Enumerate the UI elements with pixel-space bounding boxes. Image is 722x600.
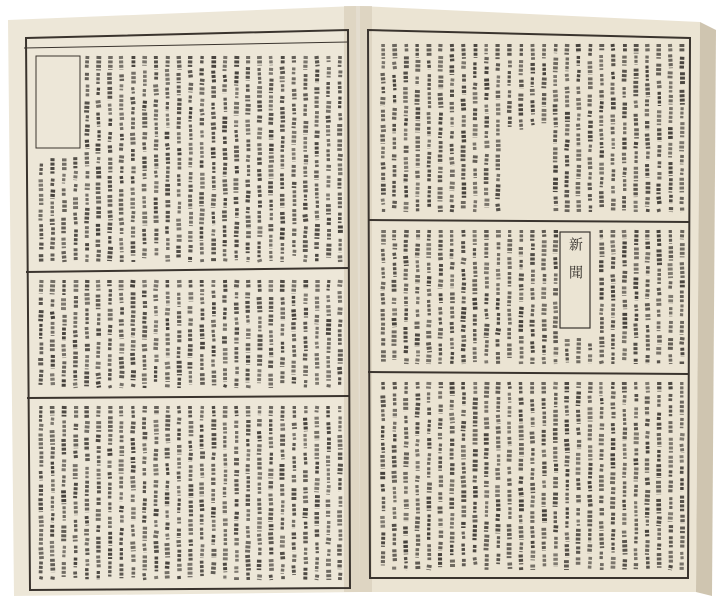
text-stroke — [340, 464, 341, 474]
text-stroke — [532, 496, 533, 508]
text-stroke — [259, 534, 260, 545]
text-stroke — [201, 500, 202, 511]
text-stroke — [452, 352, 453, 364]
text-stroke — [532, 288, 533, 301]
text-stroke — [63, 344, 64, 358]
text-stroke — [133, 422, 134, 434]
text-stroke — [328, 280, 329, 291]
text-stroke — [133, 406, 134, 419]
text-stroke — [647, 382, 648, 393]
text-stroke — [475, 298, 476, 311]
text-stroke — [248, 216, 249, 229]
text-stroke — [532, 399, 533, 413]
text-stroke — [647, 83, 648, 97]
text-stroke — [213, 507, 214, 517]
text-stroke — [259, 444, 260, 455]
text-stroke — [589, 495, 590, 507]
text-stroke — [670, 481, 671, 493]
text-stroke — [259, 185, 260, 197]
text-stroke — [590, 44, 591, 57]
text-stroke — [178, 219, 179, 231]
text-stroke — [394, 549, 395, 561]
text-stroke — [87, 102, 88, 113]
text-stroke — [328, 305, 329, 316]
text-stroke — [452, 322, 453, 333]
text-stroke — [647, 252, 648, 262]
text-stroke — [567, 456, 568, 467]
text-stroke — [87, 125, 88, 136]
text-stroke — [282, 228, 283, 241]
text-stroke — [179, 202, 180, 215]
text-stroke — [601, 101, 602, 112]
text-stroke — [475, 200, 476, 212]
text-stroke — [271, 532, 272, 545]
text-stroke — [305, 294, 306, 304]
text-stroke — [567, 544, 568, 557]
text-stroke — [486, 417, 487, 430]
text-stroke — [225, 148, 226, 160]
text-stroke — [155, 280, 156, 291]
text-stroke — [248, 449, 249, 461]
text-stroke — [532, 432, 533, 445]
text-stroke — [75, 213, 76, 226]
text-stroke — [213, 562, 214, 575]
text-stroke — [167, 88, 168, 99]
text-stroke — [202, 544, 203, 558]
text-stroke — [544, 78, 545, 89]
text-stroke — [259, 143, 260, 155]
text-stroke — [282, 212, 283, 224]
text-stroke — [578, 98, 579, 110]
text-stroke — [383, 395, 384, 407]
text-stroke — [624, 331, 625, 343]
text-stroke — [294, 504, 295, 516]
text-stroke — [452, 338, 453, 349]
text-stroke — [429, 230, 430, 241]
text-stroke — [555, 316, 556, 328]
text-stroke — [293, 309, 294, 320]
text-stroke — [328, 101, 329, 114]
text-stroke — [156, 464, 157, 475]
text-stroke — [41, 310, 42, 321]
text-stroke — [601, 304, 602, 315]
text-stroke — [213, 194, 214, 208]
text-stroke — [440, 328, 441, 339]
text-stroke — [155, 449, 156, 462]
text-stroke — [475, 182, 476, 196]
text-stroke — [509, 101, 510, 114]
text-stroke — [328, 422, 329, 434]
text-stroke — [224, 308, 225, 321]
text-stroke — [63, 475, 64, 486]
text-stroke — [440, 418, 441, 429]
text-stroke — [156, 541, 157, 553]
text-stroke — [316, 575, 317, 580]
text-stroke — [532, 341, 533, 352]
text-stroke — [498, 75, 499, 87]
text-stroke — [156, 320, 157, 334]
text-stroke — [98, 167, 99, 179]
text-stroke — [498, 382, 499, 394]
text-stroke — [248, 191, 249, 203]
text-stroke — [440, 113, 441, 126]
text-stroke — [383, 73, 384, 83]
text-stroke — [155, 84, 156, 95]
text-stroke — [383, 409, 384, 421]
text-stroke — [613, 513, 614, 526]
text-stroke — [498, 269, 499, 280]
text-stroke — [417, 244, 418, 258]
text-stroke — [270, 494, 271, 507]
text-stroke — [532, 304, 533, 317]
text-stroke — [52, 373, 53, 386]
text-stroke — [509, 450, 510, 463]
text-stroke — [681, 304, 682, 317]
text-stroke — [316, 56, 317, 66]
text-stroke — [463, 131, 464, 144]
text-stroke — [64, 459, 65, 472]
text-stroke — [567, 44, 568, 55]
text-stroke — [658, 209, 659, 212]
text-stroke — [41, 547, 42, 559]
text-stroke — [383, 267, 384, 278]
text-stroke — [52, 559, 53, 572]
text-stroke — [532, 526, 533, 538]
text-stroke — [486, 154, 487, 165]
text-stroke — [132, 133, 133, 146]
text-stroke — [555, 302, 556, 313]
text-stroke — [121, 357, 122, 369]
text-stroke — [624, 271, 625, 284]
text-stroke — [64, 251, 65, 262]
text-stroke — [429, 453, 430, 465]
text-stroke — [87, 421, 88, 433]
text-stroke — [406, 427, 407, 439]
text-stroke — [566, 140, 567, 151]
text-stroke — [259, 280, 260, 293]
text-stroke — [463, 269, 464, 280]
text-stroke — [64, 546, 65, 557]
text-stroke — [132, 525, 133, 538]
text-stroke — [225, 454, 226, 468]
text-stroke — [52, 237, 53, 250]
text-stroke — [394, 507, 395, 519]
text-stroke — [612, 472, 613, 484]
text-stroke — [41, 561, 42, 573]
text-stroke — [271, 113, 272, 125]
text-stroke — [636, 114, 637, 126]
text-stroke — [271, 575, 272, 580]
text-stroke — [52, 447, 53, 459]
text-stroke — [248, 104, 249, 115]
text-stroke — [132, 353, 133, 366]
text-stroke — [625, 427, 626, 440]
text-stroke — [624, 348, 625, 360]
text-stroke — [636, 485, 637, 497]
text-stroke — [98, 280, 99, 291]
text-stroke — [497, 468, 498, 481]
text-stroke — [613, 529, 614, 540]
text-stroke — [339, 82, 340, 95]
text-stroke — [259, 127, 260, 140]
text-stroke — [294, 345, 295, 357]
text-stroke — [613, 257, 614, 270]
text-stroke — [463, 462, 464, 473]
text-stroke — [305, 121, 306, 135]
text-stroke — [179, 56, 180, 70]
text-stroke — [601, 361, 602, 364]
text-stroke — [41, 516, 42, 527]
text-stroke — [601, 129, 602, 140]
text-stroke — [87, 327, 88, 340]
text-stroke — [382, 293, 383, 304]
text-stroke — [659, 433, 660, 447]
text-stroke — [98, 250, 99, 262]
text-stroke — [133, 211, 134, 222]
text-stroke — [578, 70, 579, 82]
text-stroke — [167, 114, 168, 128]
text-stroke — [463, 476, 464, 489]
text-stroke — [156, 139, 157, 150]
text-stroke — [417, 260, 418, 273]
text-stroke — [340, 56, 341, 67]
text-stroke — [305, 453, 306, 466]
text-stroke — [578, 478, 579, 491]
text-stroke — [41, 280, 42, 294]
heading-box-text: 新 聞 — [567, 237, 583, 279]
text-stroke — [613, 423, 614, 433]
text-stroke — [236, 130, 237, 143]
text-stroke — [247, 541, 248, 552]
text-stroke — [270, 508, 271, 522]
text-stroke — [509, 257, 510, 269]
text-stroke — [98, 406, 99, 417]
text-stroke — [567, 349, 568, 363]
text-stroke — [259, 259, 260, 262]
text-stroke — [236, 102, 237, 116]
text-stroke — [475, 398, 476, 410]
text-stroke — [590, 157, 591, 170]
text-stroke — [532, 468, 533, 481]
text-stroke — [110, 104, 111, 115]
text-stroke — [428, 112, 429, 125]
text-stroke — [463, 99, 464, 112]
text-stroke — [87, 56, 88, 68]
text-stroke — [213, 71, 214, 83]
text-stroke — [294, 118, 295, 129]
text-stroke — [167, 463, 168, 476]
text-stroke — [156, 338, 157, 350]
text-stroke — [305, 418, 306, 432]
text-stroke — [682, 321, 683, 335]
text-stroke — [486, 263, 487, 275]
text-stroke — [544, 304, 545, 315]
text-stroke — [213, 212, 214, 225]
text-stroke — [394, 471, 395, 484]
text-stroke — [589, 557, 590, 570]
text-stroke — [259, 169, 260, 182]
text-stroke — [670, 54, 671, 68]
text-stroke — [294, 280, 295, 293]
text-stroke — [248, 526, 249, 538]
text-stroke — [417, 358, 418, 364]
text-stroke — [497, 298, 498, 309]
text-stroke — [521, 410, 522, 424]
text-stroke — [394, 108, 395, 121]
text-stroke — [259, 574, 260, 580]
text-stroke — [555, 240, 556, 253]
text-stroke — [567, 124, 568, 136]
text-stroke — [213, 330, 214, 342]
text-stroke — [294, 104, 295, 115]
text-stroke — [624, 70, 625, 83]
text-stroke — [670, 321, 671, 334]
text-stroke — [555, 90, 556, 102]
text-stroke — [555, 257, 556, 270]
text-stroke — [98, 556, 99, 569]
text-stroke — [271, 559, 272, 571]
text-stroke — [87, 293, 88, 306]
text-stroke — [41, 164, 42, 175]
text-stroke — [225, 423, 226, 434]
text-stroke — [394, 456, 395, 468]
text-stroke — [294, 131, 295, 145]
text-stroke — [486, 448, 487, 459]
text-stroke — [144, 312, 145, 324]
text-stroke — [75, 383, 76, 388]
text-stroke — [110, 385, 111, 388]
text-stroke — [340, 291, 341, 303]
text-stroke — [225, 163, 226, 177]
text-stroke — [305, 226, 306, 238]
